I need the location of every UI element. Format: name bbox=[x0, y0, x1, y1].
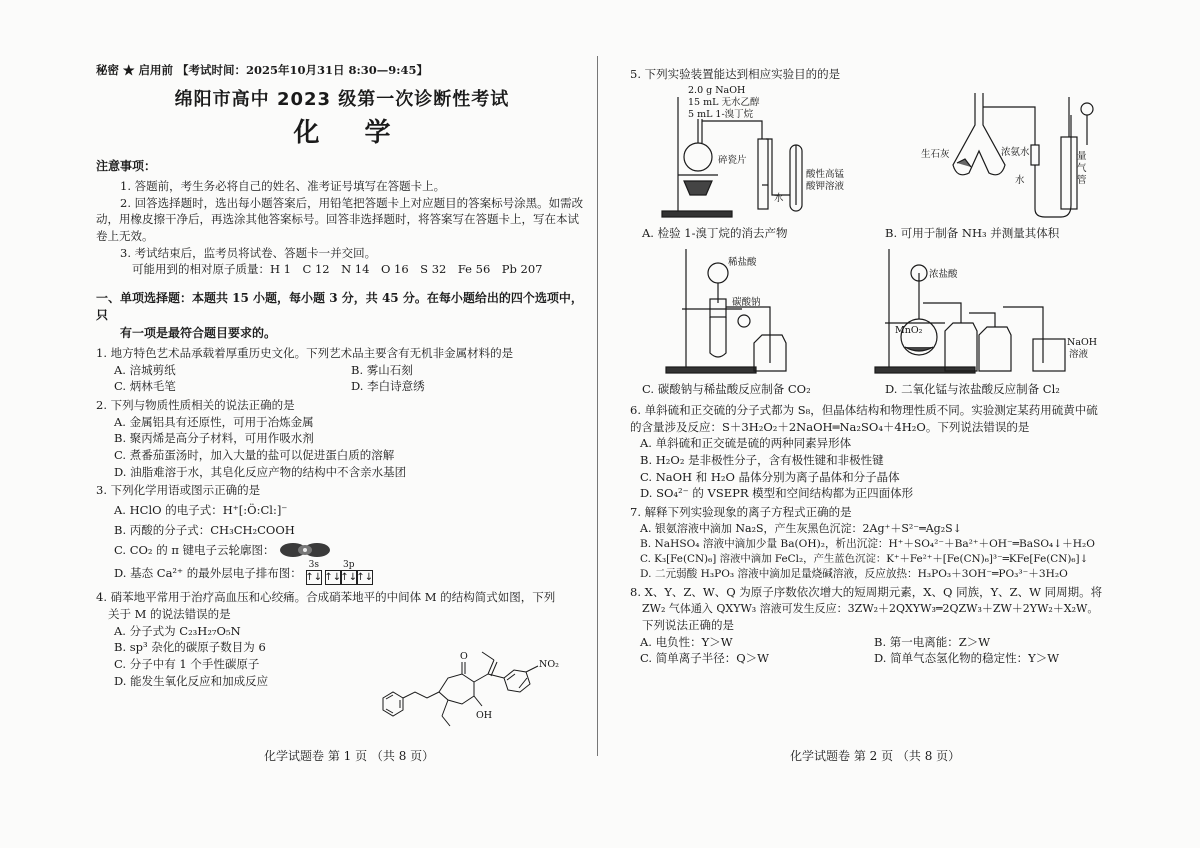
apparatus-a-diagram bbox=[622, 85, 865, 225]
q2-option-c: C. 煮番茄蛋汤时，加入大量的盐可以促进蛋白质的溶解 bbox=[114, 448, 395, 463]
label-hydroxyl: OH bbox=[476, 710, 493, 721]
question-6-stem: 6. 单斜硫和正交硫的分子式都为 S₈，但晶体结构和物理性质不同。实验测定某药用硫黄中硫 bbox=[630, 403, 1098, 418]
question-8-stem-cont: ZW₂ 气体通入 QXYW₃ 溶液可发生反应：3ZW₂＋2QXYW₃═2QZW₃＋ZW＋2YW₂＋X₂W。 bbox=[642, 602, 1099, 616]
q3-option-d-row bbox=[96, 560, 588, 585]
q6-option-d: D. SO₄²⁻ 的 VSEPR 模型和空间结构都为正四面体形 bbox=[640, 486, 914, 501]
label-porcelain: 碎瓷片 bbox=[718, 154, 747, 166]
q4-option-d: D. 能发生氧化反应和加成反应 bbox=[114, 673, 269, 688]
q8-option-a: A. 电负性：Y＞W bbox=[640, 634, 733, 649]
q5-option-b: B. 可用于制备 NH₃ 并测量其体积 bbox=[885, 225, 1060, 240]
orbital-3s-label: 3s bbox=[308, 560, 319, 571]
q8-option-d: D. 简单气态氢化物的稳定性：Y＞W bbox=[874, 651, 1060, 666]
label-dilute-hcl: 稀盐酸 bbox=[728, 257, 757, 269]
q8-option-b: B. 第一电离能：Z＞W bbox=[874, 634, 991, 649]
label-nitro: NO₂ bbox=[539, 659, 559, 670]
question-3-stem: 3. 下列化学用语或图示正确的是 bbox=[96, 483, 261, 498]
orbital-box: ↑↓ bbox=[341, 570, 357, 585]
q1-option-c: C. 炳林毛笔 bbox=[114, 379, 176, 394]
orbital-diagram bbox=[306, 560, 376, 585]
label-naoh-1: NaOH bbox=[1067, 337, 1098, 349]
label-ammonia: 浓氨水 bbox=[1001, 146, 1030, 158]
label-carbonyl-o: O bbox=[460, 651, 468, 662]
question-4-stem: 4. 硝苯地平常用于治疗高血压和心绞痛。合成硝苯地平的中间体 M 的结构简式如图，下列 bbox=[96, 590, 556, 605]
q8-option-c: C. 简单离子半径：Q＞W bbox=[640, 651, 769, 666]
molecule-structure-m bbox=[378, 648, 578, 728]
apparatus-b-diagram bbox=[865, 85, 1108, 225]
question-1-options bbox=[96, 362, 588, 395]
q4-option-b: B. sp³ 杂化的碳原子数目为 6 bbox=[114, 640, 266, 655]
q3-option-c: C. CO₂ 的 π 键电子云轮廓图： bbox=[114, 543, 275, 558]
q4-option-c: C. 分子中有 1 个手性碳原子 bbox=[114, 657, 260, 672]
question-1-stem: 1. 地方特色艺术品承载着厚重历史文化。下列艺术品主要含有无机非金属材料的是 bbox=[96, 346, 514, 361]
orbital-box: ↑↓ bbox=[306, 570, 322, 585]
q6-option-c: C. NaOH 和 H₂O 晶体分别为离子晶体和分子晶体 bbox=[640, 469, 900, 484]
label-kmno4-1: 酸性高锰 bbox=[806, 168, 845, 180]
label-quicklime: 生石灰 bbox=[921, 148, 950, 160]
question-5-stem: 5. 下列实验装置能达到相应实验目的的是 bbox=[630, 67, 841, 81]
subject-title: 化 学 bbox=[293, 117, 409, 148]
section-heading-cont: 有一项是最符合题目要求的。 bbox=[120, 325, 277, 340]
q2-option-b: B. 聚丙烯是高分子材料，可用作吸水剂 bbox=[114, 431, 314, 446]
label-sodium-carbonate: 碳酸钠 bbox=[732, 297, 761, 309]
question-6-stem-cont: 的含量涉及反应：S＋3H₂O₂＋2NaOH═Na₂SO₄＋4H₂O。下列说法错误的是 bbox=[630, 419, 1030, 434]
label-conc-hcl: 浓盐酸 bbox=[929, 269, 958, 281]
atomic-masses: 可能用到的相对原子质量：H 1 C 12 N 14 O 16 S 32 Fe 56 Pb 207 bbox=[132, 262, 543, 277]
pi-bond-cloud-icon bbox=[279, 541, 331, 559]
q1-option-d: D. 李白诗意绣 bbox=[351, 379, 425, 394]
apparatus-row-2 bbox=[622, 243, 1108, 398]
q1-option-b: B. 雾山石刻 bbox=[351, 362, 413, 377]
q7-option-d: D. 二元弱酸 H₃PO₃ 溶液中滴加足量烧碱溶液，反应放热：H₃PO₃＋3OH⁻═PO₃³⁻＋3H₂O bbox=[640, 568, 1068, 581]
section-heading: 一、单项选择题：本题共 15 小题，每小题 3 分，共 45 分。在每小题给出的四个选项中，只 bbox=[96, 290, 583, 323]
page-2 bbox=[622, 64, 1108, 764]
apparatus-row-1 bbox=[622, 85, 1108, 242]
label-kmno4-2: 酸钾溶液 bbox=[806, 180, 845, 192]
q7-option-c: C. K₃[Fe(CN)₆] 溶液中滴加 FeCl₂，产生蓝色沉淀：K⁺＋Fe²⁺＋[Fe(CN)₆]³⁻═KFe[Fe(CN)₆]↓ bbox=[640, 553, 1089, 566]
question-8-options bbox=[622, 634, 1108, 667]
question-4-stem-cont: 关于 M 的说法错误的是 bbox=[108, 607, 231, 622]
label-ethanol: 15 mL 无水乙醇 bbox=[688, 96, 760, 108]
label-bromobutane: 5 mL 1-溴丁烷 bbox=[688, 108, 754, 120]
label-water-b: 水 bbox=[1015, 174, 1025, 186]
q5-option-c: C. 碳酸钠与稀盐酸反应制备 CO₂ bbox=[642, 382, 811, 397]
label-mno2: MnO₂ bbox=[895, 325, 923, 337]
apparatus-d-diagram bbox=[865, 243, 1108, 381]
orbital-box: ↑↓ bbox=[357, 570, 373, 585]
q5-option-a: A. 检验 1-溴丁烷的消去产物 bbox=[642, 225, 788, 240]
q7-option-a: A. 银氨溶液中滴加 Na₂S，产生灰黑色沉淀：2Ag⁺＋S²⁻═Ag₂S↓ bbox=[640, 521, 962, 535]
exam-title: 绵阳市高中 2023 级第一次诊断性考试 bbox=[174, 88, 510, 110]
q3-option-a: A. HClO 的电子式：H⁺[:Ö:Cl:]⁻ bbox=[114, 503, 288, 518]
q3-option-c-row bbox=[96, 541, 588, 559]
footer-page-1: 化学试题卷 第 1 页 （共 8 页） bbox=[264, 749, 435, 763]
q5-option-d: D. 二氧化锰与浓盐酸反应制备 Cl₂ bbox=[885, 382, 1060, 397]
q7-option-b: B. NaHSO₄ 溶液中滴加少量 Ba(OH)₂，析出沉淀：H⁺＋SO₄²⁻＋Ba²⁺＋OH⁻═BaSO₄↓＋H₂O bbox=[640, 537, 1095, 550]
q2-option-a: A. 金属铝具有还原性，可用于冶炼金属 bbox=[114, 414, 314, 429]
confidential-header: 秘密 ★ 启用前 【考试时间：2025年10月31日 8:30—9:45】 bbox=[96, 63, 429, 77]
label-water: 水 bbox=[774, 192, 784, 204]
question-7-stem: 7. 解释下列实验现象的离子方程式正确的是 bbox=[630, 505, 852, 520]
label-gauge-3: 管 bbox=[1077, 174, 1087, 186]
question-8-stem: 8. X、Y、Z、W、Q 为原子序数依次增大的短周期元素，X、Q 同族，Y、Z、W 同周期。将 bbox=[630, 585, 1103, 600]
page-divider bbox=[597, 56, 598, 756]
q2-option-d: D. 油脂难溶于水，其皂化反应产物的结构中不含亲水基团 bbox=[114, 464, 407, 479]
question-8-stem-cont2: 下列说法正确的是 bbox=[642, 618, 734, 633]
apparatus-c bbox=[622, 243, 865, 398]
notice-title: 注意事项： bbox=[96, 159, 157, 174]
notice-item-2: 2. 回答选择题时，选出每小题答案后，用铅笔把答题卡上对应题目的答案标号涂黑。如需改动，用橡皮擦干净后，再选涂其他答案标号。回答非选择题时，将答案写在答题卡上，写在本试卷上无效。 bbox=[96, 195, 584, 243]
apparatus-d bbox=[865, 243, 1108, 398]
label-naoh: 2.0 g NaOH bbox=[688, 84, 746, 96]
q1-option-a: A. 涪城剪纸 bbox=[114, 362, 176, 377]
q4-option-a: A. 分子式为 C₂₃H₂₇O₅N bbox=[114, 623, 241, 638]
apparatus-b bbox=[865, 85, 1108, 242]
label-naoh-2: 溶液 bbox=[1069, 349, 1089, 361]
apparatus-c-diagram bbox=[622, 243, 865, 381]
footer-page-2: 化学试题卷 第 2 页 （共 8 页） bbox=[790, 749, 961, 763]
apparatus-a bbox=[622, 85, 865, 242]
question-2-stem: 2. 下列与物质性质相关的说法正确的是 bbox=[96, 398, 295, 413]
orbital-3p-label: 3p bbox=[343, 560, 355, 571]
orbital-box: ↑↓ bbox=[325, 570, 341, 585]
label-gauge-1: 量 bbox=[1077, 150, 1087, 162]
page-1 bbox=[96, 62, 588, 762]
q3-option-d: D. 基态 Ca²⁺ 的最外层电子排布图： bbox=[114, 565, 302, 580]
label-gauge-2: 气 bbox=[1077, 162, 1087, 174]
q6-option-b: B. H₂O₂ 是非极性分子，含有极性键和非极性键 bbox=[640, 453, 884, 468]
q6-option-a: A. 单斜硫和正交硫是硫的两种同素异形体 bbox=[640, 436, 852, 451]
q3-option-b: B. 丙酸的分子式：CH₃CH₂COOH bbox=[114, 522, 295, 537]
notice-item-3: 3. 考试结束后，监考员将试卷、答题卡一并交回。 bbox=[120, 245, 377, 260]
notice-item-1: 1. 答题前，考生务必将自己的姓名、准考证号填写在答题卡上。 bbox=[120, 178, 446, 193]
